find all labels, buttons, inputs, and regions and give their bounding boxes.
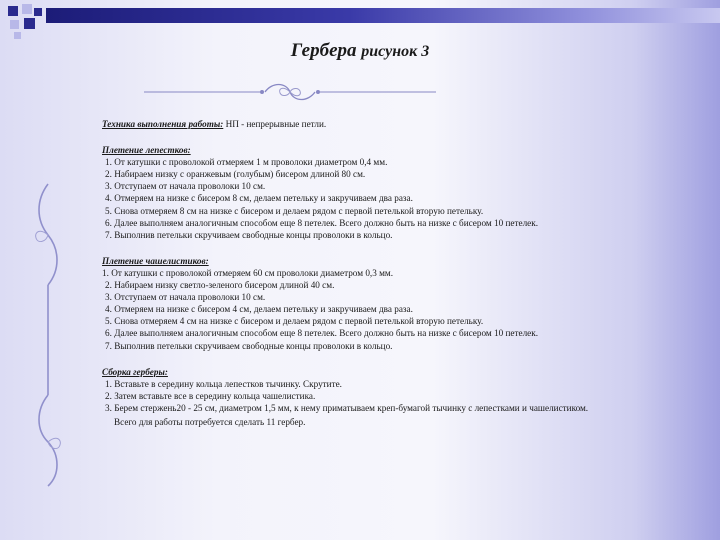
assembly-step: 2. Затем вставьте все в середину кольца чашелистика. xyxy=(105,390,316,401)
title-sub: рисунок 3 xyxy=(361,43,430,60)
petals-step: 4. Отмеряем на низке с бисером 8 см, делаем петельку и закручиваем два раза. xyxy=(105,193,413,204)
instructions xyxy=(102,118,682,428)
spacer xyxy=(102,352,682,366)
petals-step: 3. Отступаем от начала проволоки 10 см. xyxy=(105,181,266,192)
assembly-step: 3. Берем стержень20 - 25 см, диаметром 1,5 мм, к нему приматываем креп-бумагой тычинку с лепестками и чашелистиком. xyxy=(105,402,589,413)
assembly-step: 1. Вставьте в середину кольца лепестков тычинку. Скрутите. xyxy=(105,378,342,389)
sepals-step: 5. Снова отмеряем 4 см на низке с бисером и делаем рядом с первой петелькой вторую петельку. xyxy=(105,316,484,327)
petals-step: 7. Выполнив петельки скручиваем свободные концы проволоки в кольцо. xyxy=(105,229,393,240)
corner-square xyxy=(22,4,32,14)
assembly-heading: Сборка герберы: xyxy=(102,366,168,377)
petals-heading: Плетение лепестков: xyxy=(102,145,191,156)
corner-square xyxy=(24,18,35,29)
petals-step: 2. Набираем низку с оранжевым (голубым) бисером длиной 80 см. xyxy=(105,169,366,180)
sepals-step: 7. Выполнив петельки скручиваем свободные концы проволоки в кольцо. xyxy=(105,340,393,351)
ornament-left-flourish xyxy=(28,180,68,490)
petals-step: 1. От катушки с проволокой отмеряем 1 м проволоки диаметром 0,4 мм. xyxy=(105,157,388,168)
title-main: Гербера xyxy=(290,40,357,61)
sepals-step: 2. Набираем низку светло-зеленого бисером длиной 40 см. xyxy=(105,280,335,291)
spacer xyxy=(102,241,682,255)
assembly-total: Всего для работы потребуется сделать 11 гербер. xyxy=(114,416,306,427)
sepals-step: 1. От катушки с проволокой отмеряем 60 см проволоки диаметром 0,3 мм. xyxy=(102,267,394,278)
sepals-heading: Плетение чашелистиков: xyxy=(102,255,209,266)
sepals-step: 6. Далее выполняем аналогичным способом еще 8 петелек. Всего должно быть на низке с бисером 10 петелек. xyxy=(105,328,539,339)
technique-line xyxy=(102,118,682,130)
corner-square xyxy=(14,32,21,39)
corner-square xyxy=(8,6,18,16)
petals-step: 5. Снова отмеряем 8 см на низке с бисером и делаем рядом с первой петелькой вторую петельку. xyxy=(105,205,484,216)
technique-label: Техника выполнения работы: xyxy=(102,119,224,129)
page-title xyxy=(0,40,720,62)
header-bar xyxy=(46,8,720,23)
corner-square xyxy=(34,8,42,16)
corner-square xyxy=(10,20,19,29)
sepals-step: 4. Отмеряем на низке с бисером 4 см, делаем петельку и закручиваем два раза. xyxy=(105,304,413,315)
technique-value: НП - непрерывные петли. xyxy=(223,119,327,129)
sepals-step: 3. Отступаем от начала проволоки 10 см. xyxy=(105,292,266,303)
ornament-divider xyxy=(140,80,440,104)
petals-step: 6. Далее выполняем аналогичным способом еще 8 петелек. Всего должно быть на низке с бисером 10 петелек. xyxy=(105,217,539,228)
spacer xyxy=(102,130,682,144)
